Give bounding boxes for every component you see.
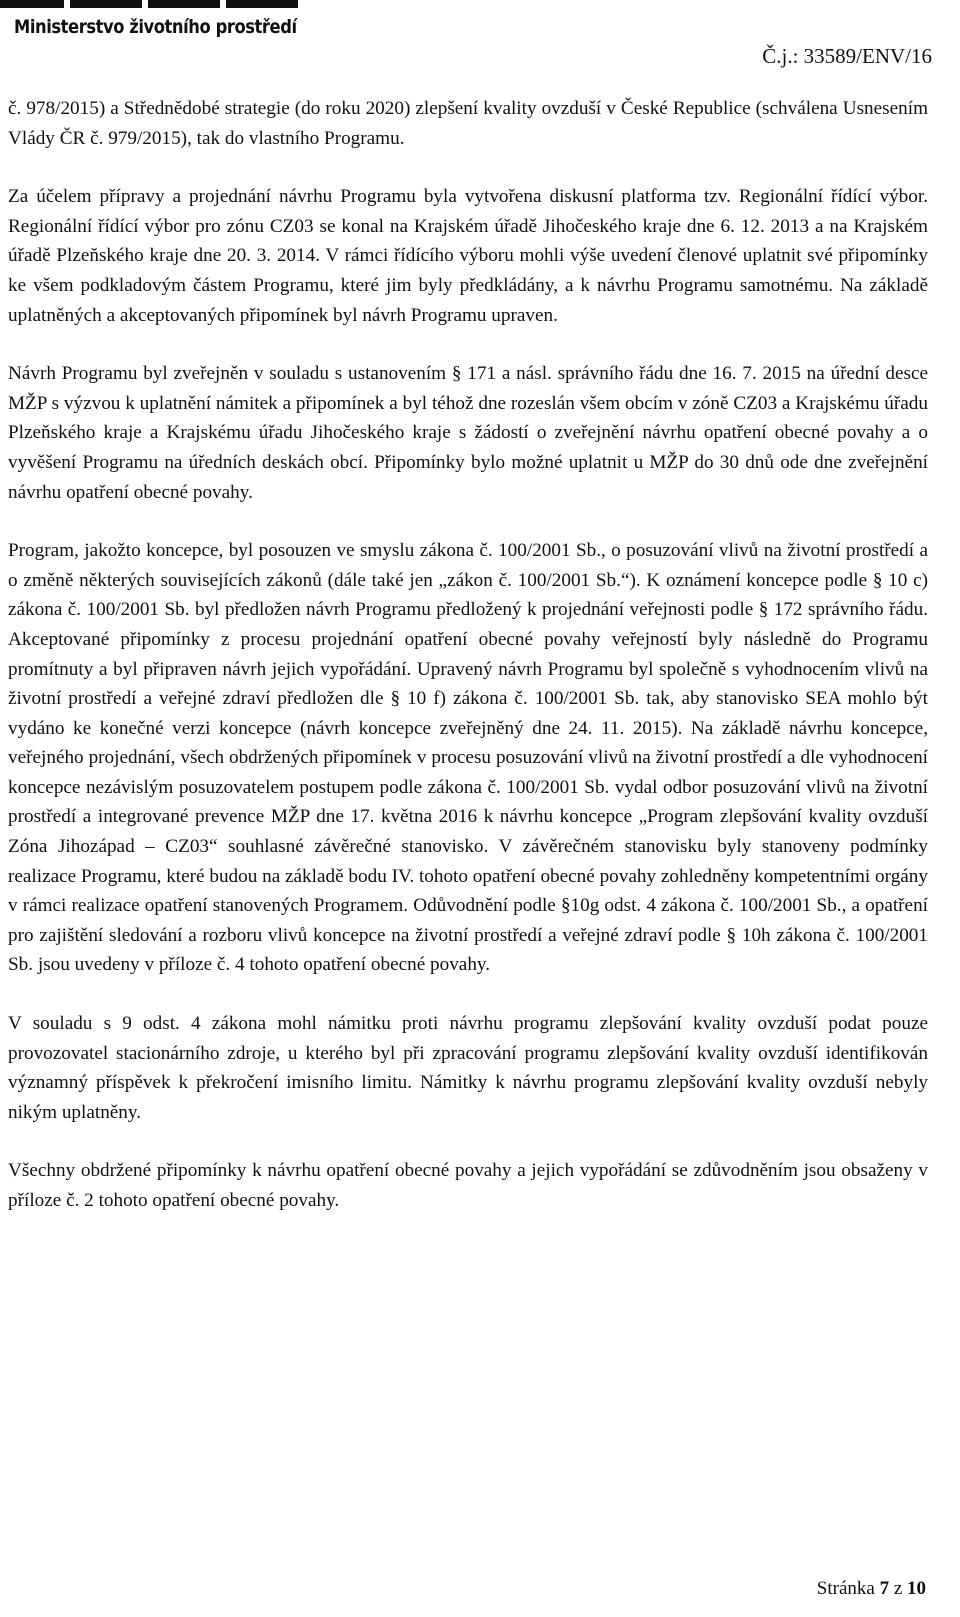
reference-number: Č.j.: 33589/ENV/16 [762, 44, 932, 68]
paragraph: V souladu s 9 odst. 4 zákona mohl námitku proti návrhu programu zlepšování kvality ovzduší podat pouze provozovatel stacionárního zdroje, u kterého byl při zpracování programu zlepšování kvality ovzduší identifikován významný příspěvek k překročení imisního limitu. Námitky k návrhu programu zlepšování kvality ovzduší nebyly nikým uplatněny. [8, 1013, 928, 1123]
header-bar [148, 0, 220, 8]
current-page: 7 [879, 1578, 890, 1599]
total-pages: 10 [907, 1578, 926, 1599]
paragraph: Program, jakožto koncepce, byl posouzen ve smyslu zákona č. 100/2001 Sb., o posuzování vlivů na životní prostředí a o změně některých souvisejících zákonů (dále také jen „zákon č. 100/2001 Sb.“). K oznámení koncepce podle § 10 c) zákona č. 100/2001 Sb. byl předložen návrh Programu předložený k projednání veřejnosti podle § 172 správního řádu. Akceptované připomínky z procesu projednání opatření obecné povahy veřejností byly následně do Programu promítnuty a byl připraven návrh jejich vypořádání. Upravený návrh Programu byl společně s vyhodnocením vlivů na životní prostředí a veřejné zdraví předložen dle § 10 f) zákona č. 100/2001 Sb. tak, aby stanovisko SEA mohlo být vydáno ke konečné verzi koncepce (návrh koncepce zveřejněný dne 24. 11. 2015). Na základě návrhu koncepce, veřejného projednání, všech obdržených připomínek v procesu posuzování vlivů na životní prostředí a dle vyhodnocení koncepce nezávislým posuzovatelem postupem podle zákona č. 100/2001 Sb. vydal odbor posuzování vlivů na životní prostředí a integrované prevence MŽP dne 17. května 2016 k návrhu koncepce „Program zlepšování kvality ovzduší Zóna Jihozápad – CZ03“ souhlasné závěrečné stanovisko. V závěrečném stanovisku byly stanoveny podmínky realizace Programu, které budou na základě bodu IV. tohoto opatření obecné povahy zohledněny kompetentními orgány v rámci realizace opatření stanovených Programem. Odůvodnění podle §10g odst. 4 zákona č. 100/2001 Sb., a opatření pro zajištění sledování a rozboru vlivů koncepce na životní prostředí a veřejné zdraví podle § 10h zákona č. 100/2001 Sb. jsou uvedeny v příloze č. 4 tohoto opatření obecné povahy. [8, 540, 928, 976]
ministry-name: Ministerstvo životního prostředí [14, 16, 297, 38]
header-bar [226, 0, 298, 8]
paragraph: Za účelem přípravy a projednání návrhu Programu byla vytvořena diskusní platforma tzv. Regionální řídící výbor. Regionální řídící výbor pro zónu CZ03 se konal na Krajském úřadě Jihočeského kraje dne 6. 12. 2013 a na Krajském úřadě Plzeňského kraje dne 20. 3. 2014. V rámci řídícího výboru mohli výše uvedení členové uplatnit své připomínky ke všem podkladovým částem Programu, které jim byly předkládány, a k návrhu Programu samotnému. Na základě uplatněných a akceptovaných připomínek byl návrh Programu upraven. [8, 186, 928, 326]
page-footer [817, 1578, 926, 1600]
paragraph: Všechny obdržené připomínky k návrhu opatření obecné povahy a jejich vypořádání se zdůvodněním jsou obsaženy v příloze č. 2 tohoto opatření obecné povahy. [8, 1160, 928, 1211]
paragraph: Návrh Programu byl zveřejněn v souladu s ustanovením § 171 a násl. správního řádu dne 16. 7. 2015 na úřední desce MŽP s výzvou k uplatnění námitek a připomínek a byl téhož dne rozeslán všem obcím v zóně CZ03 a Krajskému úřadu Plzeňského kraje a Krajskému úřadu Jihočeského kraje s žádostí o zveřejnění návrhu opatření obecné povahy a o vyvěšení Programu na úředních deskách obcí. Připomínky bylo možné uplatnit u MŽP do 30 dnů ode dne zveřejnění návrhu opatření obecné povahy. [8, 363, 928, 503]
page-of-label: z [893, 1578, 903, 1599]
paragraph: č. 978/2015) a Střednědobé strategie (do roku 2020) zlepšení kvality ovzduší v České Republice (schválena Usnesením Vlády ČR č. 979/2015), tak do vlastního Programu. [8, 98, 928, 149]
header-bar [0, 0, 64, 8]
page-label: Stránka [816, 1578, 875, 1599]
document-body [8, 94, 928, 1245]
header-bars [0, 0, 310, 9]
header-bar [70, 0, 142, 8]
